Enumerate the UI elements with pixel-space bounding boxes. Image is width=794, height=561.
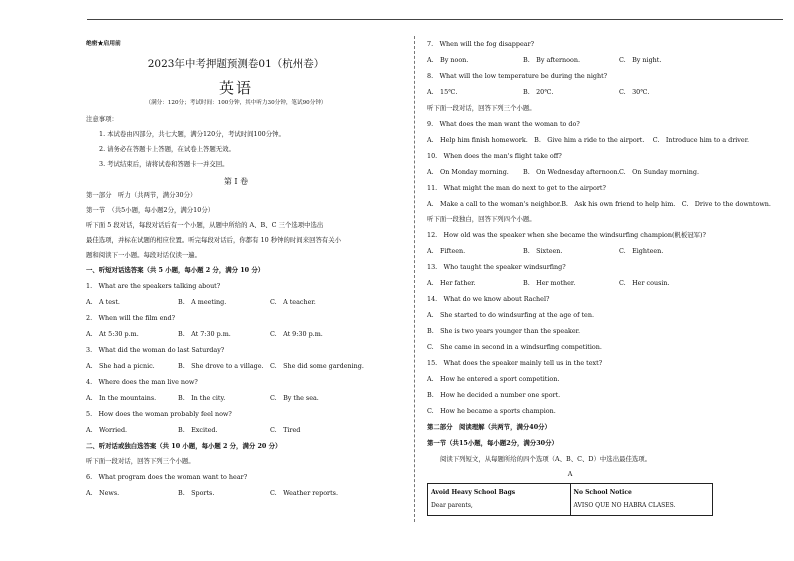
option-row: A. Make a call to the woman's neighbor.B. Ask his own friend to help him. C. Drive to the downtown. [427,200,771,208]
option-a: A. By noon. [427,56,469,64]
option-a: A. Worried. [86,426,128,434]
subject-title: 英语 [218,79,253,97]
question-text: 12. How old was the speaker when she became the windsurfing champion(帆板冠军)? [427,231,706,239]
note-item: 2. 请务必在答题卡上答题，在试卷上答题无效。 [99,145,235,153]
option-row [86,426,386,435]
option-b: B. Excited. [178,426,218,434]
option-c: C. Weather reports. [270,489,338,497]
passage-label: A [567,470,573,478]
question-block [86,282,386,307]
option-b: B. By afternoon. [523,56,580,64]
option-a: A. A test. [86,298,120,306]
option-b: B. At 7:30 p.m. [178,330,231,338]
secret-mark: 绝密★启用前 [86,41,121,47]
listen-instruction: 听下面一段独白，回答下列四个小题。 [427,215,536,223]
passage-left-text: Dear parents, [431,502,473,509]
option-c: C. On Sunday morning. [619,168,699,176]
passage-left-cell [428,484,571,516]
option-row [427,56,717,65]
passage-right-cell [570,484,713,516]
question-text: 2. When will the film end? [86,314,176,322]
note-item: 3. 考试结束后，请将试卷和答题卡一并交回。 [99,160,229,168]
option-c: C. She did some gardening. [270,362,364,370]
reading-instruction: 阅读下列短文，从每题所给的四个选项（A、B、C、D）中选出最佳选项。 [440,455,652,463]
option-b: B. How he decided a number one sport. [427,391,561,399]
option-b: B. On Wednesday afternoon. [523,168,620,176]
left-column [86,40,386,498]
option-a: A. She started to do windsurfing at the age of ten. [427,311,594,319]
question-block [86,346,386,371]
option-c: C. She came in second in a windsurfing competition. [427,343,602,351]
top-rule [87,19,783,20]
option-a: A. How he entered a sport competition. [427,375,560,383]
option-c: C. By the sea. [270,394,319,402]
option-row: A. Help him finish homework. B. Give him a ride to the airport. C. Introduce him to a driver. [427,136,750,144]
column-divider [414,36,415,522]
question-text: 15. What does the speaker mainly tell us in the text? [427,359,603,367]
option-c: C. At 9:30 p.m. [270,330,323,338]
option-a: A. 15℃. [427,88,458,96]
question-text: 13. Who taught the speaker windsurfing? [427,263,566,271]
question-text: 5. How does the woman probably feel now? [86,410,232,418]
question-text: 11. What might the man do next to get to the airport? [427,184,606,192]
question-block [86,410,386,435]
part2-title: 第二部分 阅读理解（共两节，满分40分） [427,423,551,431]
option-c: C. Her cousin. [619,279,670,287]
option-a: A. On Monday morning. [427,168,509,176]
option-b: B. Her mother. [523,279,576,287]
listen-instruction: 听下面一段对话，回答下列三个小题。 [427,104,536,112]
long-dialogue-heading: 二、听对话或独白选答案（共 10 小题，每小题 2 分，满分 20 分） [86,442,282,450]
question-block [86,314,386,339]
volume-title: 第 I 卷 [223,177,249,186]
option-c: C. How he became a sports champion. [427,407,556,415]
option-c: C. Eighteen. [619,247,664,255]
option-b: B. Sixteen. [523,247,563,255]
passage-right-title: No School Notice [573,489,632,496]
option-a: A. In the mountains. [86,394,157,402]
option-row [427,168,717,177]
part1-title: 第一部分 听力（共两节，满分30分） [86,191,197,199]
option-row [86,298,386,307]
option-b: B. A meeting. [178,298,227,306]
option-a: A. Fifteen. [427,247,466,255]
option-c: C. 30℃. [619,88,650,96]
question-text: 3. What did the woman do last Saturday? [86,346,225,354]
passage-right-text: AVISO QUE NO HABRA CLASES. [573,502,676,509]
option-row [427,247,717,256]
option-row [86,330,386,339]
notes-heading: 注意事项： [86,115,118,123]
question-text: 9. What does the man want the woman to do? [427,120,580,128]
instruction-line: 听下面 5 段对话，每段对话后有一个小题，从题中所给的 A、B、C 三个选项中选出 [86,221,324,229]
question-text: 6. What program does the woman want to hear? [86,473,248,481]
note-item: 1. 本试卷由四部分，共七大题，满分120分，考试时间100分钟。 [99,130,285,138]
option-b: B. She drove to a village. [178,362,264,370]
option-row [86,394,386,403]
option-row [427,88,717,97]
section1-title: 第一节 （共5小题，每小题2分，满分10分） [86,206,215,214]
option-b: B. She is two years younger than the speaker. [427,327,581,335]
option-a: A. She had a picnic. [86,362,155,370]
score-note: （满分：120分；考试时间：100分钟，其中听力30分钟，笔试90分钟） [145,100,327,106]
option-row [427,279,717,288]
question-text: 7. When will the fog disappear? [427,40,535,48]
part2-section-title: 第一节（共15小题，每小题2分，满分30分） [427,439,558,447]
question-block [86,378,386,403]
instruction-line: 最佳选项，并标在试题的相应位置。听完每段对话后，你都有 10 秒钟的时间来回答有关小 [86,236,342,244]
passage-table [427,483,713,516]
short-dialogue-heading: 一、听短对话选答案（共 5 小题，每小题 2 分，满分 10 分） [86,266,265,274]
question-text: 10. When does the man's flight take off? [427,152,562,160]
option-c: C. A teacher. [270,298,316,306]
option-c: C. By night. [619,56,662,64]
option-row [86,362,386,371]
exam-title: 2023年中考押题预测卷01（杭州卷） [147,58,325,70]
right-column [427,40,771,516]
option-a: A. At 5:30 p.m. [86,330,139,338]
passage-left-title: Avoid Heavy School Bags [431,489,516,496]
option-b: B. In the city. [178,394,226,402]
option-c: C. Tired [270,426,301,434]
option-a: A. Her father. [427,279,476,287]
option-a: A. News. [86,489,120,497]
question-text: 1. What are the speakers talking about? [86,282,221,290]
listen-instruction: 听下面一段对话，回答下列三个小题。 [86,457,195,465]
instruction-line: 题和阅读下一小题。每段对话仅读一遍。 [86,251,202,259]
question-text: 4. Where does the man live now? [86,378,198,386]
question-text: 14. What do we know about Rachel? [427,295,550,303]
option-row [86,489,386,498]
question-text: 8. What will the low temperature be during the night? [427,72,608,80]
question-block [86,473,386,498]
option-b: B. 20℃. [523,88,554,96]
option-b: B. Sports. [178,489,215,497]
